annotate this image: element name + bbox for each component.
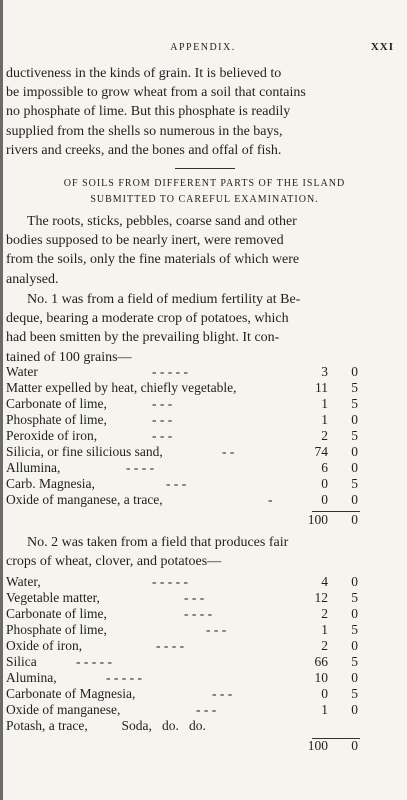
row-value-fraction: 5 [351,622,358,637]
row-value-fraction: 5 [351,686,358,701]
row-value-whole: 1 [321,396,328,411]
row-value-fraction: 0 [351,638,358,653]
row-label: Phosphate of lime, [6,412,107,427]
soil-analysis-table-1 [6,364,366,528]
row-value-whole: 74 [314,444,328,459]
row-value-fraction: 0 [351,574,358,589]
table-row [6,670,366,686]
row-label: Water [6,364,38,379]
row-value-fraction: 5 [351,428,358,443]
text-line: analysed. [6,271,59,287]
row-value-fraction: 0 [351,702,358,717]
row-label: Allumina, [6,460,61,475]
row-dashes: - - - [166,476,187,491]
table-row [6,428,366,444]
table-row [6,686,366,702]
row-dashes: - - - - [126,460,155,475]
text-line: supplied from the shells so numerous in the bays, [6,123,283,139]
table-row [6,460,366,476]
row-dashes: - - - [206,622,227,637]
table-row [6,590,366,606]
section-heading-line: OF SOILS FROM DIFFERENT PARTS OF THE ISLAND [63,178,346,189]
table-row [6,638,366,654]
table-row [6,654,366,670]
table-row [6,622,366,638]
paragraph-2 [6,290,403,367]
table-row [6,444,366,460]
row-value-whole: 12 [314,590,328,605]
row-label: Silica [6,654,37,669]
text-line: No. 1 was from a field of medium fertility at Be- [27,292,301,307]
row-dashes: - - [222,444,235,459]
row-value-fraction: 5 [351,590,358,605]
row-value-fraction: 0 [351,492,358,507]
row-value-fraction: 5 [351,476,358,491]
row-value-fraction: 0 [351,460,358,475]
row-dashes: - - - - - [152,364,188,379]
text-line: crops of wheat, clover, and potatoes— [6,554,222,570]
paragraph-3 [6,533,403,571]
row-label: Carbonate of lime, [6,606,107,621]
section-heading [6,176,403,208]
row-label: Phosphate of lime, [6,622,107,637]
row-dashes: - - - - [184,606,213,621]
table-row [6,492,366,508]
row-dashes: - - - [196,702,217,717]
text-line: bodies supposed to be nearly inert, were removed [6,233,284,249]
text-line: no phosphate of lime. But this phosphate is readily [6,104,291,120]
total-fraction: 0 [351,738,358,753]
row-label: Carbonate of Magnesia, [6,686,136,701]
page-number: XXI [370,41,394,53]
row-dashes: - - - [152,412,173,427]
text-line: No. 2 was taken from a field that produces fair [27,535,289,550]
row-value-fraction: 5 [351,396,358,411]
row-value-whole: 0 [321,476,328,491]
page-spine-edge [0,0,3,800]
table-row [6,718,366,734]
row-label: Oxide of iron, [6,638,83,653]
header-title: APPENDIX. [170,42,236,53]
table-row [6,476,366,492]
row-value-whole: 2 [321,428,328,443]
table-row [6,702,366,718]
total-whole: 100 [307,738,328,753]
row-value-fraction: 5 [351,380,358,395]
table-row [6,606,366,622]
row-value-fraction: 0 [351,364,358,379]
row-dashes: - - - - - [106,670,142,685]
row-label: Oxide of manganese, [6,702,121,717]
row-value-whole: 11 [315,380,328,395]
row-label: Vegetable matter, [6,590,100,605]
intro-paragraph [6,64,403,160]
total-whole: 100 [307,512,328,527]
row-value-whole: 0 [321,686,328,701]
text-line: ductiveness in the kinds of grain. It is believed to [6,66,282,81]
row-value-whole: 3 [321,364,328,379]
row-value-fraction: 5 [351,654,358,669]
row-value-fraction: 0 [351,606,358,621]
row-label: Carb. Magnesia, [6,476,95,491]
text-line: tained of 100 grains— [6,349,132,365]
row-value-fraction: 0 [351,444,358,459]
row-dashes: - - - [152,428,173,443]
table-row [6,396,366,412]
soil-analysis-table-2 [6,574,366,754]
row-value-whole: 6 [321,460,328,475]
section-divider [175,168,235,169]
row-dashes: - - - - [156,638,185,653]
row-label: Water, [6,574,41,589]
section-heading-line: SUBMITTED TO CAREFUL EXAMINATION. [90,194,319,205]
row-label: Carbonate of lime, [6,396,107,411]
row-value-whole: 1 [321,702,328,717]
row-value-fraction: 0 [351,670,358,685]
row-label: Oxide of manganese, a trace, [6,492,163,507]
text-line: had been smitten by the prevailing blight. It con- [6,330,280,346]
row-value-whole: 2 [321,606,328,621]
row-label: Matter expelled by heat, chiefly vegetable, [6,380,237,395]
row-value-whole: 0 [321,492,328,507]
row-dashes: - - - [184,590,205,605]
row-label: Potash, a trace, Soda, do. do. [6,718,206,733]
row-label: Silicia, or fine silicious sand, [6,444,163,459]
row-value-whole: 66 [314,654,328,669]
row-label: Peroxide of iron, [6,428,98,443]
row-dashes: - - - [152,396,173,411]
row-value-whole: 4 [321,574,328,589]
row-value-whole: 10 [314,670,328,685]
row-value-fraction: 0 [351,412,358,427]
paragraph-1 [6,212,403,289]
table-row [6,412,366,428]
row-value-whole: 2 [321,638,328,653]
table-total-row [6,738,366,754]
row-dashes: - [268,492,273,507]
table-row [6,380,366,396]
running-header [6,42,400,58]
row-label: Alumina, [6,670,57,685]
text-line: from the soils, only the fine materials of which were [6,252,300,268]
row-dashes: - - - - - [152,574,188,589]
row-value-whole: 1 [321,412,328,427]
text-line: The roots, sticks, pebbles, coarse sand and other [27,214,297,229]
table-total-row [6,512,366,528]
total-fraction: 0 [351,512,358,527]
text-line: deque, bearing a moderate crop of potatoes, which [6,311,289,327]
row-dashes: - - - - - [76,654,112,669]
text-line: rivers and creeks, and the bones and offal of fish. [6,142,282,158]
table-row [6,364,366,380]
table-row [6,574,366,590]
text-line: be impossible to grow wheat from a soil that contains [6,85,306,101]
row-value-whole: 1 [321,622,328,637]
row-dashes: - - - [212,686,233,701]
